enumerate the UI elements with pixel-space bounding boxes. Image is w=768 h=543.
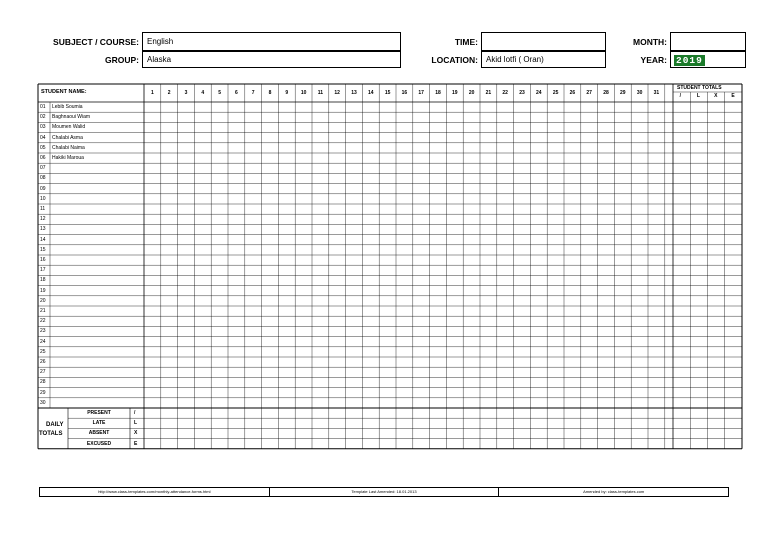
location-field[interactable]: Akid lotfi ( Oran) <box>481 51 606 68</box>
day-header-25: 25 <box>552 90 559 96</box>
day-header-19: 19 <box>452 90 458 96</box>
row-number: 10 <box>40 195 46 202</box>
day-header-15: 15 <box>384 90 391 96</box>
row-number: 16 <box>40 257 46 263</box>
day-header-9: 9 <box>285 90 289 96</box>
day-header-20: 20 <box>468 90 475 96</box>
day-header-30: 30 <box>636 90 643 96</box>
day-header-4: 4 <box>201 90 205 96</box>
row-number: 19 <box>40 287 46 294</box>
day-header-5: 5 <box>218 90 221 96</box>
group-field[interactable]: Alaska <box>142 51 401 68</box>
row-number: 17 <box>40 267 46 274</box>
student-name: Hakiki Maroua <box>52 155 84 161</box>
day-header-13: 13 <box>351 90 357 96</box>
group-label: GROUP: <box>105 55 139 65</box>
day-header-1: 1 <box>151 90 154 96</box>
location-label: LOCATION: <box>431 55 478 65</box>
footer-author: Amended by: class-templates.com <box>498 488 728 496</box>
day-header-31: 31 <box>653 90 660 96</box>
row-number: 05 <box>40 144 46 151</box>
row-number: 03 <box>40 124 46 131</box>
row-number: 25 <box>40 348 46 355</box>
daily-totals-label: DAILY <box>46 422 64 428</box>
daily-total-label: ABSENT <box>88 430 110 437</box>
row-number: 27 <box>40 369 46 376</box>
daily-total-label: PRESENT <box>87 410 111 416</box>
row-number: 24 <box>40 338 46 345</box>
day-header-22: 22 <box>502 90 508 96</box>
student-totals-header: STUDENT TOTALS <box>677 85 722 91</box>
row-number: 30 <box>40 399 46 406</box>
row-number: 21 <box>40 308 46 314</box>
day-header-28: 28 <box>603 90 609 96</box>
student-name-header: STUDENT NAME: <box>41 89 87 95</box>
row-number: 06 <box>40 155 46 161</box>
day-header-17: 17 <box>418 90 424 96</box>
student-name: Chalabi Asma <box>52 134 83 141</box>
footer <box>39 487 729 497</box>
day-header-8: 8 <box>268 90 272 96</box>
day-header-27: 27 <box>586 90 592 96</box>
student-totals-col-0: / <box>679 93 682 99</box>
year-value: 2019 <box>676 55 703 66</box>
row-number: 15 <box>40 246 46 253</box>
student-totals-col-3: E <box>731 93 735 99</box>
row-number: 07 <box>40 165 46 172</box>
day-header-24: 24 <box>536 90 542 96</box>
day-header-23: 23 <box>519 90 525 96</box>
day-header-12: 12 <box>334 90 340 96</box>
row-number: 29 <box>40 389 46 396</box>
footer-amended: Template Last Amended: 18.01.2013 <box>269 488 499 496</box>
row-number: 13 <box>40 226 46 233</box>
day-header-11: 11 <box>317 90 324 96</box>
row-number: 01 <box>40 104 46 110</box>
grid-lines <box>38 84 742 449</box>
day-header-14: 14 <box>368 90 374 96</box>
daily-total-label: LATE <box>92 420 106 427</box>
student-name: Lebib Soumia <box>52 104 83 110</box>
student-name: Moumen Walid <box>52 124 86 131</box>
student-name: Baghnaoui Wiam <box>52 114 91 121</box>
day-header-29: 29 <box>620 90 626 96</box>
student-name: Chalabi Naima <box>52 144 85 151</box>
daily-total-code: / <box>134 410 136 416</box>
subject-label: SUBJECT / COURSE: <box>53 37 139 47</box>
row-number: 08 <box>40 175 46 182</box>
month-label: MONTH: <box>633 37 667 47</box>
day-header-21: 21 <box>485 90 492 96</box>
daily-total-code: E <box>134 440 138 447</box>
daily-totals-label-2: TOTALS <box>39 431 63 437</box>
subject-field[interactable]: English <box>142 32 401 51</box>
day-header-10: 10 <box>300 90 307 96</box>
row-number: 11 <box>40 206 46 212</box>
row-number: 02 <box>40 114 46 121</box>
row-number: 26 <box>40 359 46 365</box>
student-totals-col-2: X <box>714 93 718 99</box>
row-number: 14 <box>40 236 46 243</box>
row-number: 22 <box>40 318 46 325</box>
day-header-26: 26 <box>569 90 576 96</box>
row-number: 12 <box>40 216 46 223</box>
footer-url: http://www.class-templates.com/monthly-attendance-forms.html <box>98 489 211 494</box>
day-header-6: 6 <box>235 90 238 96</box>
row-number: 04 <box>40 134 46 141</box>
row-number: 20 <box>40 297 46 304</box>
day-header-2: 2 <box>167 90 171 96</box>
daily-total-label: EXCUSED <box>86 440 112 447</box>
row-number: 18 <box>40 277 46 284</box>
day-header-16: 16 <box>401 90 408 96</box>
row-number: 23 <box>40 328 46 335</box>
student-totals-col-1: L <box>696 93 700 99</box>
day-header-3: 3 <box>184 90 188 96</box>
daily-total-code: L <box>134 420 138 427</box>
row-number: 28 <box>40 379 46 386</box>
day-header-18: 18 <box>435 90 441 96</box>
daily-total-code: X <box>134 430 138 437</box>
day-header-7: 7 <box>251 90 255 96</box>
year-label: YEAR: <box>640 55 667 65</box>
row-number: 09 <box>40 185 46 192</box>
time-label: TIME: <box>454 37 478 47</box>
